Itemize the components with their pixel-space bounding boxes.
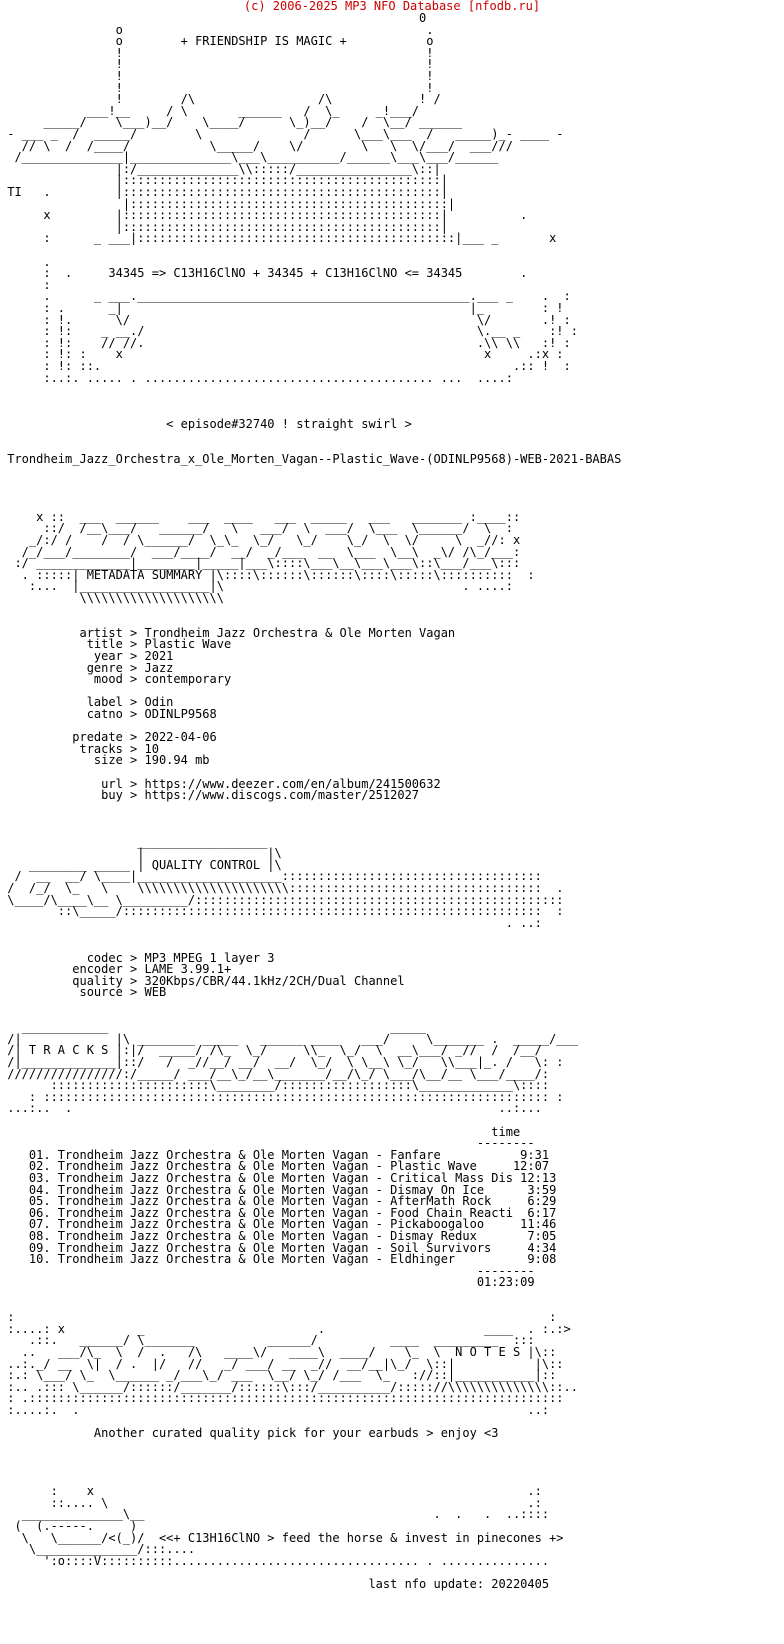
nfo-line: |::::::::::::::::::::::::::::::::::::::::::::| <box>0 219 448 234</box>
nfo-line: : . 34345 => C13H16ClNO + 34345 + C13H16ClNO <= 34345 . <box>0 266 528 281</box>
nfo-line: : : <box>0 1310 557 1325</box>
nfo-line: : !: // //. .\\ \\ :! : <box>0 335 571 350</box>
nfo-line: 01. Trondheim Jazz Orchestra & Ole Morten Vagan - Fanfare 9:31 <box>0 1147 550 1162</box>
nfo-line: : .:::::::::::::::::::::::::::::::::::::::::::::::::::::::::::::::::::::::::: <box>0 1391 564 1406</box>
nfo-line: : !: _ __./ \.__ _ :! : <box>0 324 578 339</box>
nfo-line: url > https://www.deezer.com/en/album/241500632 <box>0 776 441 791</box>
nfo-line: ! ! <box>0 57 434 72</box>
nfo-line: 08. Trondheim Jazz Orchestra & Ole Morten Vagan - Dismay Redux 7:05 <box>0 1229 557 1243</box>
nfo-line: : :::::::::::::::::::::::::::::::::::::::::::::::::::::::::::::::::::::: : <box>0 1089 564 1104</box>
nfo-line: 06. Trondheim Jazz Orchestra & Ole Morten Vagan - Food Chain Reacti 6:17 <box>0 1205 557 1220</box>
nfo-line: /______________|______________\___\__________/______\___\___/______ <box>0 150 499 165</box>
nfo-line: ::.... \ .: <box>0 1495 542 1510</box>
nfo-line: | |\ <box>0 846 282 861</box>
nfo-line: ______________\__ . . . ..:::: <box>0 1507 550 1522</box>
nfo-line: _/:/ / / / \______/ \_\_ \_/ \_/ \_/ \ \/ \ _//: x <box>0 533 521 547</box>
nfo-line: o . <box>0 22 434 37</box>
nfo-line: :.. .::: \______/::::::/_______/::::::\:::/__________/::::://\\\\\\\\\\\\\\::.. <box>0 1379 578 1394</box>
nfo-line: \____/\____\__ \_________/::::::::::::::::::::::::::::::::::::::::::::::::::: <box>0 892 564 907</box>
nfo-line: title > Plastic Wave <box>0 637 232 652</box>
nfo-line: : !: ::. .:: ! : <box>0 359 571 373</box>
nfo-line: / __ __/ \____|____________________:::::::::::::::::::::::::::::::::::: <box>0 869 542 884</box>
nfo-line: \ \______/<(_)/ <<+ C13H16ClNO > feed the horse & invest in pinecones +> <box>0 1530 564 1545</box>
nfo-line: __________________ <box>0 834 268 849</box>
nfo-line: /|_____________|::/ / _//__/ __/ __/ \_/ \ \__\ \_/ \\___|_. / \: : <box>0 1055 564 1069</box>
nfo-line: ..:._/ __ \| / . |/ // _/ ___/ __ _// __/__|\_/ \::| |\:: <box>0 1356 564 1371</box>
nfo-line: ( (.-----. ) <box>0 1519 138 1533</box>
nfo-line: artist > Trondheim Jazz Orchestra & Ole Morten Vagan <box>0 625 456 640</box>
nfo-line: : x .: <box>0 1484 542 1499</box>
nfo-line: x |::::::::::::::::::::::::::::::::::::::::::::| . <box>0 208 528 223</box>
site-header[interactable]: (c) 2006-2025 MP3 NFO Database [nfodb.ru] <box>243 0 541 13</box>
nfo-line: ////////////////:/_____/ ___/__\_/__\_______/__/\_/ \___/\__/__ \___/____/: <box>0 1066 550 1081</box>
nfo-line: genre > Jazz <box>0 660 174 675</box>
nfo-line: :/ _____________|________|_____|___\::::\___\__\___\___\::\___/___\::: <box>0 556 521 571</box>
nfo-line: :....: x _ . ____ . :.:> <box>0 1321 571 1336</box>
nfo-line: predate > 2022-04-06 <box>0 730 217 745</box>
nfo-line: /_/___/________/ ___/____/ __/ _/___ __ \___ \__\ _\/ /\_/___: <box>0 544 521 559</box>
nfo-line: |:/______________\\:::::/________________\::| <box>0 161 441 176</box>
nfo-line: 01:23:09 <box>0 1275 535 1290</box>
nfo-line: ! ! <box>0 69 434 83</box>
nfo-line: quality > 320Kbps/CBR/44.1kHz/2CH/Dual Channel <box>0 973 405 988</box>
nfo-line: 05. Trondheim Jazz Orchestra & Ole Morten Vagan - AfterMath Rock 6:29 <box>0 1194 557 1209</box>
nfo-line: ':o::::V::::::::::.................................. . ............... <box>0 1553 550 1568</box>
nfo-line: :..:. ..... . ........................................ ... ....: <box>0 370 513 385</box>
nfo-line: ____________ _____ <box>0 1020 427 1035</box>
nfo-line: - ___ _ / _____/ \ / \___\___ / _____)_- ____ - <box>0 127 564 141</box>
nfo-line: /| T R A C K S |:|/ _____/ /\_ \_/ \\_ \_/ \ __\___/ _// / /__/ <box>0 1043 542 1058</box>
nfo-line: :... |__________________|\ . ....: <box>0 579 513 594</box>
nfo-line: . ..: <box>0 915 542 930</box>
nfo-line: :....:. . ..: <box>0 1403 550 1417</box>
nfo-line: o + FRIENDSHIP IS MAGIC + o <box>0 34 434 49</box>
nfo-line: label > Odin <box>0 695 174 710</box>
nfo-line: 0 <box>0 11 427 25</box>
nfo-line: < episode#32740 ! straight swirl > <box>0 417 412 431</box>
nfo-line: codec > MP3 MPEG 1 layer 3 <box>0 950 275 965</box>
nfo-line: |::::::::::::::::::::::::::::::::::::::::::::| <box>0 173 448 188</box>
nfo-line: ::\_____/:::::::::::::::::::::::::::::::::::::::::::::::::::::::::: : <box>0 904 564 919</box>
nfo-line: _____/ \___)__/ \____/ \_)__/ / \__/ ______ <box>0 115 463 130</box>
nfo-line: . _ ___.______________________________________________.___ _ . : <box>0 289 571 304</box>
nfo-line: ________ _____ | QUALITY CONTROL |\ <box>0 857 282 872</box>
nfo-line: 04. Trondheim Jazz Orchestra & Ole Morten Vagan - Dismay On Ice 3:59 <box>0 1182 557 1197</box>
nfo-line: ! ! <box>0 45 434 60</box>
nfo-line: : !: : x x .:x : <box>0 347 564 362</box>
nfo-line: -------- <box>0 1136 535 1151</box>
nfo-line: ::/ /__\___/ ______/ \ ___/ \ ___/ \___ \______/ \ : <box>0 521 513 536</box>
nfo-line: 10. Trondheim Jazz Orchestra & Ole Morten Vagan - Eldhinger 9:08 <box>0 1252 557 1267</box>
nfo-line: . :::::| METADATA SUMMARY |\::::\::::::\::::::\::::\:::::\:::::::::: : <box>0 567 535 582</box>
nfo-line: . <box>0 254 51 269</box>
nfo-line: source > WEB <box>0 985 167 1000</box>
nfo-line: ! ! <box>0 80 434 95</box>
nfo-line: .::. ______/ \_______ ______/ ____ _________ ::: <box>0 1333 535 1348</box>
nfo-line: ::::::::::::::::::::::\________/::::::::::::::::::\_____________\:::: <box>0 1078 550 1093</box>
nfo-line: ___!__ / \ ______ / \_ _!___/ <box>0 103 420 118</box>
nfo-line: : . _| |_ : ! <box>0 301 564 315</box>
nfo-line: tracks > 10 <box>0 741 159 756</box>
nfo-line: \\\\\\\\\\\\\\\\\\\\ <box>0 591 224 605</box>
nfo-line: // \ / /____/ \_____/ \/ \ \ \/___/ ___/// <box>0 138 513 153</box>
nfo-line: /| |\ ________ _____ ______ ____ ___/ \_______ . _____/___ <box>0 1031 578 1046</box>
nfo-line: ! /\ /\ ! / <box>0 92 441 107</box>
nfo-line: time <box>0 1124 521 1139</box>
nfo-line: 07. Trondheim Jazz Orchestra & Ole Morten Vagan - Pickaboogaloo 11:46 <box>0 1217 557 1232</box>
nfo-line: encoder > LAME 3.99.1+ <box>0 962 232 977</box>
nfo-line: : !. \/ \/ .! : <box>0 312 571 327</box>
nfo-line: :.: \___/ \_ \______ _/___\_/ ___ \__/ \_/ /___ \_ ://::|___________|:: <box>0 1368 557 1383</box>
nfo-line: buy > https://www.discogs.com/master/2512027 <box>0 788 420 803</box>
nfo-line: last nfo update: 20220405 <box>0 1577 550 1591</box>
nfo-line: Another curated quality pick for your earbuds > enjoy <3 <box>0 1426 499 1441</box>
nfo-line: \______________/:::.... <box>0 1542 196 1557</box>
nfo-line: 09. Trondheim Jazz Orchestra & Ole Morten Vagan - Soil Survivors 4:34 <box>0 1240 557 1255</box>
nfo-line: mood > contemporary <box>0 672 232 687</box>
nfo-line: .. ___/\_ \ / . /\ ____\/ ____\ ____/ \_ \ N O T E S |\:: <box>0 1345 557 1359</box>
nfo-line: 03. Trondheim Jazz Orchestra & Ole Morten Vagan - Critical Mass Dis 12:13 <box>0 1171 557 1185</box>
nfo-line: size > 190.94 mb <box>0 753 210 768</box>
nfo-line: TI . |::::::::::::::::::::::::::::::::::::::::::::| <box>0 185 448 199</box>
nfo-line: : _ ___|::::::::::::::::::::::::::::::::::::::::::::|___ _ x <box>0 231 557 246</box>
nfo-line: 02. Trondheim Jazz Orchestra & Ole Morten Vagan - Plastic Wave 12:07 <box>0 1159 550 1174</box>
nfo-line: : <box>0 277 51 292</box>
nfo-line: |::::::::::::::::::::::::::::::::::::::::::::| <box>0 196 456 211</box>
nfo-line: catno > ODINLP9568 <box>0 707 217 721</box>
nfo-line: year > 2021 <box>0 649 174 663</box>
nfo-line: x :: ___ ______ ___ ____ ___ _____ ___ _______ :____:: <box>0 509 521 524</box>
nfo-line: Trondheim_Jazz_Orchestra_x_Ole_Morten_Vagan--Plastic_Wave-(ODINLP9568)-WEB-2021-BABAS <box>0 451 622 466</box>
nfo-line: / /_/ \_ \ \\\\\\\\\\\\\\\\\\\\\::::::::::::::::::::::::::::::::::: . <box>0 881 564 895</box>
nfo-line: ...:.. . ..:... <box>0 1101 542 1116</box>
nfo-line: -------- <box>0 1263 535 1278</box>
